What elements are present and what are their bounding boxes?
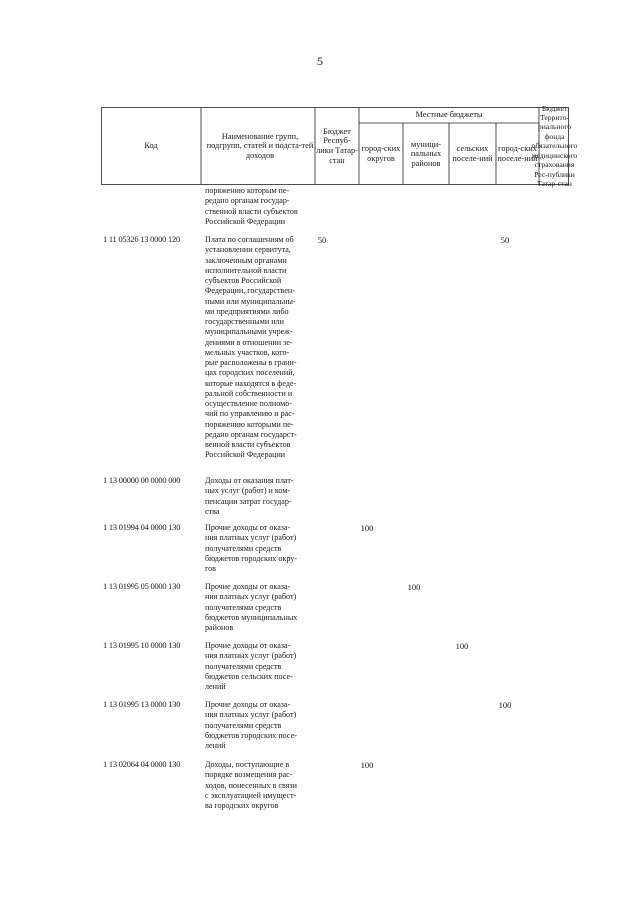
header-rural-settlements: сельских поселе-ний xyxy=(452,144,493,163)
row-name xyxy=(205,186,317,227)
row-name-line: бюджетов сельских посе- xyxy=(205,671,293,681)
row-name-line: Доходы от оказания плат- xyxy=(205,476,294,485)
row-code: 1 13 01995 13 0000 130 xyxy=(103,700,181,709)
row-name-line: осуществление полномо- xyxy=(205,399,292,408)
row-name xyxy=(205,700,317,751)
table-header xyxy=(101,103,578,188)
row-name-line: получателями средств xyxy=(205,543,282,553)
row-name-line: Федерации, государствен- xyxy=(205,286,295,296)
row-name-line: Прочие доходы от оказа- xyxy=(205,523,291,532)
row-code: 1 11 05326 13 0000 120 xyxy=(103,235,180,244)
row-name-line: редано органам государ- xyxy=(205,196,290,206)
row-name-line: ния платных услуг (работ) xyxy=(205,592,297,602)
row-name-line: ральной собственности и xyxy=(205,388,293,398)
row-name xyxy=(205,582,317,633)
row-name-line: поряжению которым пе- xyxy=(205,186,290,195)
row-name-line: Доходы, поступающие в xyxy=(205,760,290,769)
header-urban-settlements: город-ских поселе-ний xyxy=(497,144,538,163)
row-name xyxy=(205,476,317,517)
header-code: Код xyxy=(144,141,158,151)
value-urban-settlements: 100 xyxy=(498,700,512,710)
row-name-line: ми предприятиями либо xyxy=(205,306,289,316)
row-name-line: получателями средств xyxy=(205,661,282,671)
row-name-line: ства xyxy=(205,506,220,516)
row-name-line: ва городских округов xyxy=(205,801,279,810)
row-name-line: которые находятся в феде- xyxy=(205,378,297,388)
row-name-line: ных услуг (работ) и ком- xyxy=(205,486,291,496)
row-name-line: бюджетов городских посе- xyxy=(205,730,297,740)
row-name-line: государственными или xyxy=(205,317,284,326)
row-name-line: получателями средств xyxy=(205,720,282,730)
row-name-line: субъектов Российской xyxy=(205,276,282,285)
row-code: 1 13 02064 04 0000 130 xyxy=(103,760,181,769)
row-name-line: Прочие доходы от оказа- xyxy=(205,641,291,650)
header-name: Наименование групп, подгрупп, статей и подста-тей доходов xyxy=(206,131,314,160)
value-municipal: 100 xyxy=(407,582,421,592)
row-name-line: Российской Федерации xyxy=(205,216,286,226)
row-name-line: венной власти субъектов xyxy=(205,440,291,449)
row-name-line: Российской Федерации xyxy=(205,450,286,460)
row-name-line: чий по управлению и рас- xyxy=(205,409,295,419)
row-name-line: районов xyxy=(205,623,234,632)
value-rural: 100 xyxy=(455,641,469,651)
header-local-budgets: Местные бюджеты xyxy=(415,110,483,120)
row-name-line: ходов, понесенных в связи xyxy=(205,780,297,790)
row-name-line: ными или муниципальны- xyxy=(205,296,296,306)
header-rt-budget: Бюджет Респуб-лики Татар-стан xyxy=(316,126,358,165)
row-name-line: мельных участков, кото- xyxy=(205,347,290,357)
row-name xyxy=(205,760,317,811)
row-name-line: лений xyxy=(205,682,226,691)
row-code: 1 13 00000 00 0000 000 xyxy=(103,476,181,485)
value-rt: 50 xyxy=(317,235,327,245)
row-name-line: ния платных услуг (работ) xyxy=(205,710,297,720)
row-name-line: заключенным органами xyxy=(205,255,287,265)
row-code: 1 13 01995 05 0000 130 xyxy=(103,582,181,591)
row-name xyxy=(205,641,317,692)
row-name-line: ния платных услуг (работ) xyxy=(205,651,297,661)
row-name-line: муниципальными учреж- xyxy=(205,327,293,337)
row-name xyxy=(205,235,317,461)
row-name-line: пенсации затрат государ- xyxy=(205,496,292,506)
value-urban-districts: 100 xyxy=(360,523,374,533)
row-name-line: получателями средств xyxy=(205,602,282,612)
value-urban-settlements: 50 xyxy=(500,235,510,245)
row-name-line: Прочие доходы от оказа- xyxy=(205,582,291,591)
row-name-line: бюджетов муниципальных xyxy=(205,612,298,622)
row-name-line: Плата по соглашениям об xyxy=(205,235,294,244)
row-name-line: ния платных услуг (работ) xyxy=(205,533,297,543)
row-name-line: установлении сервитута, xyxy=(205,245,291,255)
row-code: 1 13 01994 04 0000 130 xyxy=(103,523,181,532)
row-name-line: бюджетов городских окру- xyxy=(205,553,298,563)
header-tfoms: Бюджет Террито-риального фонда обязательного медицинского страхования Рес-публики Татар-стан xyxy=(531,103,578,188)
row-name-line: цах городских поселений, xyxy=(205,368,295,378)
row-code: 1 13 01995 10 0000 130 xyxy=(103,641,181,650)
row-name-line: поряжению которыми пе- xyxy=(205,419,294,429)
row-name-line: Прочие доходы от оказа- xyxy=(205,700,291,709)
header-urban-districts: город-ских округов xyxy=(361,144,401,163)
row-name-line: с эксплуатацией имущест- xyxy=(205,790,297,800)
row-name-line: ственной власти субъектов xyxy=(205,206,298,216)
value-urban-districts: 100 xyxy=(360,760,374,770)
row-name-line: рые расположены в грани- xyxy=(205,358,297,367)
row-name-line: редано органам государст- xyxy=(205,429,297,439)
row-name-line: исполнительной власти xyxy=(205,265,287,275)
row-name xyxy=(205,523,317,574)
header-municipal-districts: муници-пальных районов xyxy=(410,139,442,168)
row-name-line: порядке возмещения рас- xyxy=(205,770,293,780)
row-name-line: лений xyxy=(205,741,226,750)
row-name-line: гов xyxy=(205,564,216,573)
page-number: 5 xyxy=(317,54,323,68)
row-name-line: дениями в отношении зе- xyxy=(205,337,293,347)
